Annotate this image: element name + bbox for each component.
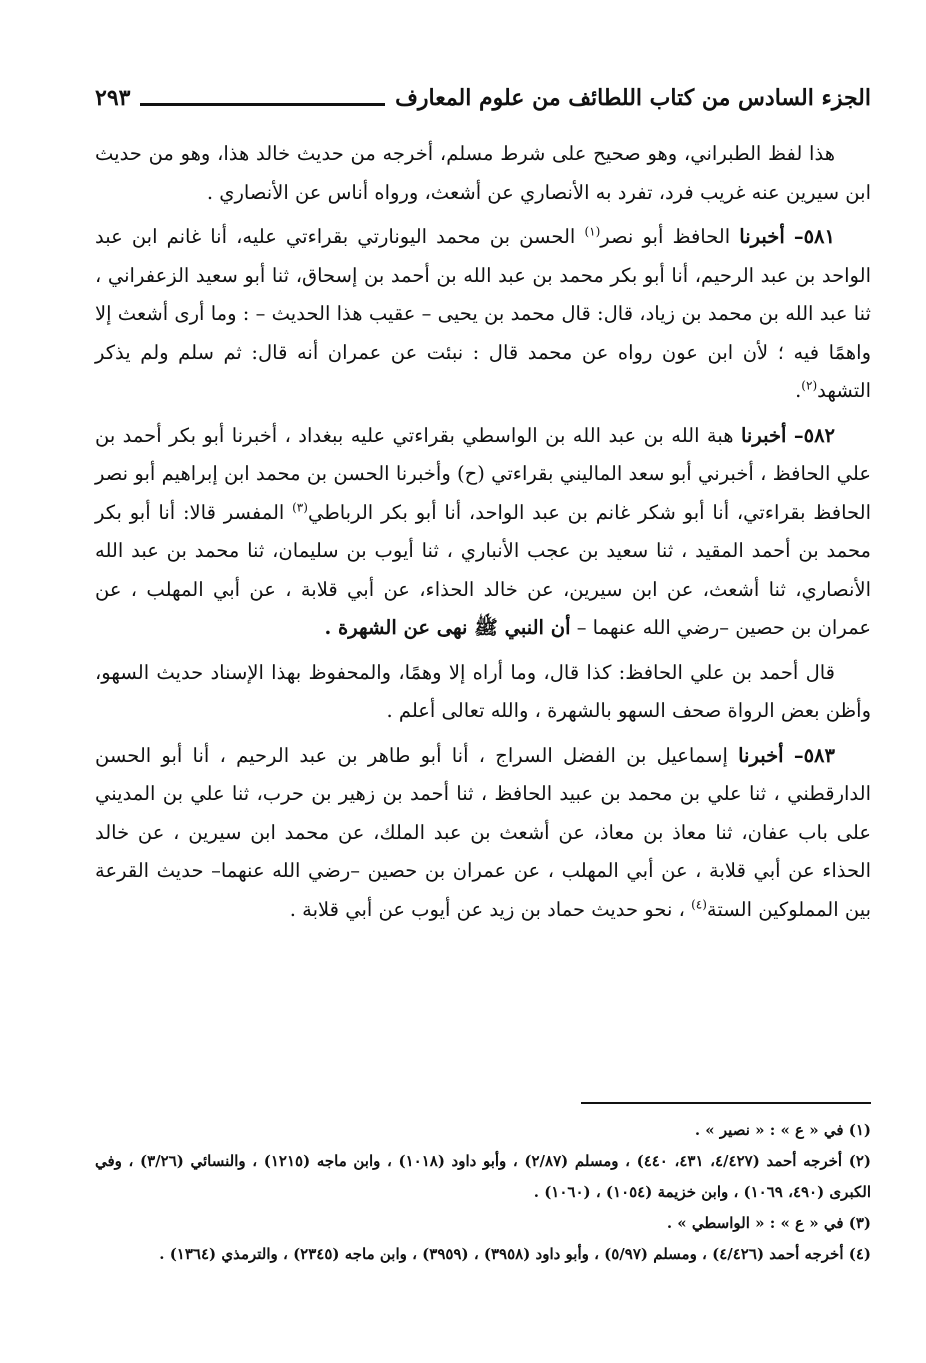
hadith-number: ٥٨١– (793, 225, 835, 248)
hadith-lead: أخبرنا (740, 423, 787, 447)
hadith-text: الحسن بن محمد اليونارتي بقراءتي عليه، أنا غانم ابن عبد الواحد بن عبد الرحيم، أنا أبو بكر محمد بن عبد الله بن أحمد بن إسحاق، ثنا أبو سعيد الزعفراني ، ثنا عبد الله بن محمد بن زياد، قال: قال محمد بن يحيى – عقيب هذا الحديث – : وما أرى أشعث إلا واهمًا فيه ؛ لأن ابن عون رواه عن محمد قال : نبئت عن عمران أنه قال: ثم سلم ولم يذكر التشهد (95, 225, 871, 402)
footnote-1: (١) في « ع » : « نصير » . (694, 1121, 871, 1139)
hadith-583 (95, 737, 871, 930)
hadith-text: إسماعيل بن الفضل السراج ، أنا أبو طاهر بن عبد الرحيم ، أنا أبو الحسن الدارقطني ، ثنا علي بن محمد بن عبيد الحافظ ، ثنا أحمد بن زهير بن حرب، ثنا علي بن المديني على باب عفان، ثنا معاذ بن معاذ، عن أشعث بن عبد الملك، عن محمد ابن سيرين ، عن خالد الحذاء عن أبي قلابة ، عن أبي المهلب ، عن عمران بن حصين –رضي الله عنهما– حديث القرعة بين المملوكين الستة (95, 743, 871, 921)
hadith-number: ٥٨٢– (793, 423, 836, 447)
hadith-581 (95, 218, 871, 411)
hadith-text: المفسر قالا: أنا أبو بكر محمد بن أحمد المقيد ، ثنا سعيد بن عجب الأنباري ، ثنا أيوب بن سليمان، ثنا محمد بن عبد الله الأنصاري، ثنا أشعث، عن ابن سيرين، عن خالد الحذاء، عن أبي قلابة ، عن أبي المهلب ، عن عمران بن حصين –رضي الله عنهما – (95, 500, 871, 639)
footnote-4: (٤) أخرجه أحمد (٤/٤٢٦) ، ومسلم (٥/٩٧) ، وأبو داود (٣٩٥٨) ، (٣٩٥٩) ، وابن ماجه (٢٣٤٥) ، والترمذي (١٣٦٤) . (159, 1245, 871, 1263)
hadith-lead: أخبرنا (739, 225, 785, 248)
footnote-ref-1: (١) (584, 224, 601, 239)
hadith-text-end: . (795, 379, 802, 402)
footnote-ref-3: (٣) (292, 500, 308, 514)
footnote-divider (581, 1102, 871, 1104)
footnote-ref-4: (٤) (691, 897, 707, 911)
page-number: ٢٩٣ (95, 85, 131, 111)
hadith-582 (95, 417, 871, 648)
paragraph-intro: هذا لفظ الطبراني، وهو صحيح على شرط مسلم، أخرجه من حديث خالد هذا، وهو من حديث ابن سيرين عنه غريب فرد، تفرد به الأنصاري عن أشعث، ورواه أناس عن الأنصاري . (95, 142, 871, 204)
hadith-number: ٥٨٣– (793, 743, 835, 767)
hadith-text: الحافظ أبو نصر (600, 225, 740, 248)
hadith-matn: أن النبي ﷺ نهى عن الشهرة . (324, 616, 571, 639)
footnote-3: (٣) في « ع » : « الواسطي » . (666, 1214, 871, 1232)
running-title: الجزء السادس من كتاب اللطائف من علوم المعارف (395, 85, 871, 111)
running-header (95, 78, 871, 118)
footnote-2: (٢) أخرجه أحمد (٤/٤٢٧، ٤٣١، ٤٤٠) ، ومسلم (٢/٨٧) ، وأبو داود (١٠١٨) ، وابن ماجه (١٢١٥) ، والنسائي (٣/٢٦) ، وفي الكبرى (٤٩٠، ١٠٦٩) ، وابن خزيمة (١٠٥٤) ، (١٠٦٠) . (95, 1152, 871, 1201)
footnote-ref-2: (٢) (801, 378, 818, 393)
hadith-text: هبة الله بن عبد الله بن الواسطي بقراءتي عليه ببغداد ، أخبرنا أبو بكر أحمد بن علي الحافظ ، أخبرني أبو سعد الماليني بقراءتي (ح) وأخبرنا الحسن بن محمد ابن إبراهيم أبو نصر الحافظ بقراءتي، أنا أبو شكر غانم بن عبد الواحد، أنا أبو بكر الرباطي (95, 423, 871, 524)
main-text (95, 135, 871, 935)
header-rule (140, 103, 385, 106)
hadith-text: ، نحو حديث حماد بن زيد عن أيوب عن أبي قلابة . (289, 897, 692, 921)
commentary: قال أحمد بن علي الحافظ: كذا قال، وما أراه إلا وهمًا، والمحفوظ بهذا الإسناد حديث السهو، وأظن بعض الرواة صحف السهو بالشهرة ، والله تعالى أعلم . (95, 660, 871, 722)
footnotes (95, 1115, 871, 1270)
hadith-lead: أخبرنا (738, 743, 784, 767)
